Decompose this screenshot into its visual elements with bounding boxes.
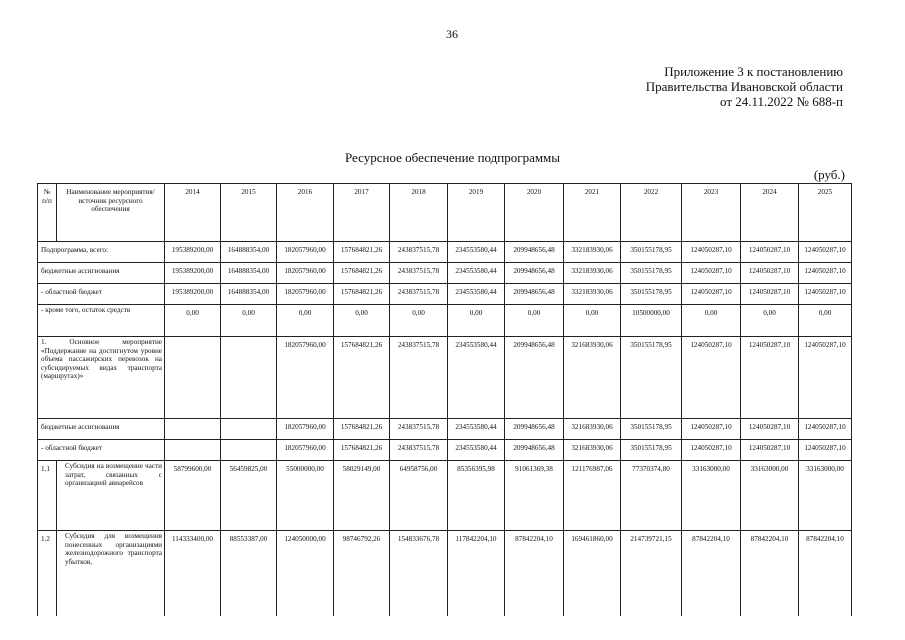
- value-cell: 164888354,00: [221, 242, 277, 263]
- resource-table: [37, 183, 852, 616]
- value-cell: 87842204,10: [799, 531, 852, 617]
- row-name: - кроме того, остаток средств: [38, 305, 165, 337]
- row-name: Субсидия на возмещение части затрат, связанных с организацией авиарейсов: [57, 461, 165, 531]
- value-cell: 124050287,10: [682, 263, 741, 284]
- value-cell: 0,00: [682, 305, 741, 337]
- table-row: [38, 461, 852, 531]
- value-cell: 332183930,06: [564, 263, 621, 284]
- value-cell: 0,00: [799, 305, 852, 337]
- value-cell: 182057960,00: [277, 419, 334, 440]
- value-cell: 182057960,00: [277, 263, 334, 284]
- value-cell: 124050287,10: [682, 419, 741, 440]
- value-cell: 157684821,26: [334, 337, 390, 419]
- value-cell: 234553580,44: [448, 440, 505, 461]
- value-cell: 243837515,78: [390, 337, 448, 419]
- value-cell: 209948656,48: [505, 242, 564, 263]
- row-name: Субсидия для возмещения понесенных организациями железнодорожного транспорта убытков,: [57, 531, 165, 617]
- value-cell: 0,00: [448, 305, 505, 337]
- value-cell: 243837515,78: [390, 440, 448, 461]
- value-cell: 33163000,00: [682, 461, 741, 531]
- value-cell: 214739721,15: [621, 531, 682, 617]
- value-cell: [221, 337, 277, 419]
- value-cell: 56459825,00: [221, 461, 277, 531]
- row-name: бюджетные ассигнования: [38, 419, 165, 440]
- value-cell: 98746792,26: [334, 531, 390, 617]
- row-name: Подпрограмма, всего:: [38, 242, 165, 263]
- value-cell: 164888354,00: [221, 263, 277, 284]
- appendix-line-1: Приложение 3 к постановлению: [664, 64, 843, 79]
- currency-unit: (руб.): [813, 167, 845, 182]
- row-index: 1.2: [38, 531, 57, 617]
- value-cell: 124050287,10: [799, 242, 852, 263]
- value-cell: 0,00: [221, 305, 277, 337]
- value-cell: 88553387,00: [221, 531, 277, 617]
- value-cell: 124050287,10: [741, 440, 799, 461]
- value-cell: 243837515,78: [390, 263, 448, 284]
- value-cell: [165, 440, 221, 461]
- value-cell: 234553580,44: [448, 419, 505, 440]
- value-cell: 243837515,78: [390, 284, 448, 305]
- value-cell: 157684821,26: [334, 242, 390, 263]
- value-cell: 350155178,95: [621, 284, 682, 305]
- value-cell: 64958756,00: [390, 461, 448, 531]
- value-cell: 124050287,10: [682, 440, 741, 461]
- value-cell: 332183930,06: [564, 242, 621, 263]
- value-cell: 114333400,00: [165, 531, 221, 617]
- appendix-reference: [646, 64, 843, 109]
- value-cell: 350155178,95: [621, 263, 682, 284]
- value-cell: 332183930,06: [564, 284, 621, 305]
- value-cell: 58799600,00: [165, 461, 221, 531]
- value-cell: 87842204,10: [682, 531, 741, 617]
- row-index: 1.1: [38, 461, 57, 531]
- value-cell: 243837515,78: [390, 419, 448, 440]
- value-cell: 182057960,00: [277, 337, 334, 419]
- value-cell: 182057960,00: [277, 242, 334, 263]
- value-cell: 87842204,10: [741, 531, 799, 617]
- value-cell: 124050287,10: [741, 242, 799, 263]
- value-cell: 124050287,10: [682, 284, 741, 305]
- header-cell: 2018: [390, 184, 448, 242]
- header-cell: № п/п: [38, 184, 57, 242]
- value-cell: [165, 419, 221, 440]
- table-header-row: [38, 184, 852, 242]
- value-cell: 124050287,10: [799, 419, 852, 440]
- header-cell: 2019: [448, 184, 505, 242]
- value-cell: 182057960,00: [277, 284, 334, 305]
- document-title: Ресурсное обеспечение подпрограммы: [344, 150, 561, 165]
- value-cell: 321683930,06: [564, 440, 621, 461]
- value-cell: 157684821,26: [334, 263, 390, 284]
- header-cell: 2022: [621, 184, 682, 242]
- table-row: [38, 531, 852, 617]
- value-cell: 91061369,38: [505, 461, 564, 531]
- table-row: [38, 242, 852, 263]
- value-cell: 209948656,48: [505, 337, 564, 419]
- value-cell: 87842204,10: [505, 531, 564, 617]
- header-cell: 2015: [221, 184, 277, 242]
- value-cell: 195389200,00: [165, 284, 221, 305]
- value-cell: 33163000,00: [741, 461, 799, 531]
- value-cell: [221, 419, 277, 440]
- header-cell: 2017: [334, 184, 390, 242]
- value-cell: 124050287,10: [799, 337, 852, 419]
- value-cell: 0,00: [505, 305, 564, 337]
- value-cell: [165, 337, 221, 419]
- header-cell: 2016: [277, 184, 334, 242]
- value-cell: 321683930,06: [564, 337, 621, 419]
- value-cell: 0,00: [390, 305, 448, 337]
- row-name: - областной бюджет: [38, 284, 165, 305]
- value-cell: 209948656,48: [505, 440, 564, 461]
- header-cell: 2021: [564, 184, 621, 242]
- value-cell: 124050287,10: [682, 242, 741, 263]
- value-cell: 0,00: [334, 305, 390, 337]
- value-cell: 85356395,98: [448, 461, 505, 531]
- value-cell: 124050000,00: [277, 531, 334, 617]
- value-cell: 77370374,80: [621, 461, 682, 531]
- value-cell: 0,00: [564, 305, 621, 337]
- value-cell: 0,00: [741, 305, 799, 337]
- value-cell: 350155178,95: [621, 440, 682, 461]
- value-cell: 209948656,48: [505, 284, 564, 305]
- value-cell: 154833676,78: [390, 531, 448, 617]
- value-cell: [221, 440, 277, 461]
- value-cell: 234553580,44: [448, 337, 505, 419]
- row-name: 1. Основное мероприятие «Поддержание на достигнутом уровне объема пассажирских перевозок на субсидируемых видах транспорта (маршрутах)»: [38, 337, 165, 419]
- value-cell: 195389200,00: [165, 263, 221, 284]
- value-cell: 164888354,00: [221, 284, 277, 305]
- table-row: [38, 440, 852, 461]
- value-cell: 124050287,10: [799, 284, 852, 305]
- value-cell: 124050287,10: [799, 440, 852, 461]
- header-cell: Наименование мероприятия/ источник ресурсного обеспечения: [57, 184, 165, 242]
- value-cell: 350155178,95: [621, 419, 682, 440]
- header-cell: 2020: [505, 184, 564, 242]
- value-cell: 182057960,00: [277, 440, 334, 461]
- header-cell: 2025: [799, 184, 852, 242]
- row-name: - областной бюджет: [38, 440, 165, 461]
- value-cell: 124050287,10: [682, 337, 741, 419]
- table-body: [38, 242, 852, 617]
- page-number: 36: [446, 27, 458, 41]
- value-cell: 169461860,00: [564, 531, 621, 617]
- appendix-line-3: от 24.11.2022 № 688-п: [720, 94, 843, 109]
- value-cell: 157684821,26: [334, 419, 390, 440]
- value-cell: 124050287,10: [741, 337, 799, 419]
- value-cell: 33163000,00: [799, 461, 852, 531]
- value-cell: 350155178,95: [621, 337, 682, 419]
- value-cell: 234553580,44: [448, 284, 505, 305]
- value-cell: 209948656,48: [505, 263, 564, 284]
- table-row: [38, 284, 852, 305]
- table-row: [38, 419, 852, 440]
- value-cell: 195389200,00: [165, 242, 221, 263]
- value-cell: 350155178,95: [621, 242, 682, 263]
- value-cell: 117842204,10: [448, 531, 505, 617]
- value-cell: 124050287,10: [741, 263, 799, 284]
- header-cell: 2014: [165, 184, 221, 242]
- value-cell: 209948656,48: [505, 419, 564, 440]
- table-row: [38, 305, 852, 337]
- table-row: [38, 337, 852, 419]
- value-cell: 58029149,00: [334, 461, 390, 531]
- value-cell: 124050287,10: [799, 263, 852, 284]
- value-cell: 55000000,00: [277, 461, 334, 531]
- value-cell: 234553580,44: [448, 242, 505, 263]
- appendix-line-2: Правительства Ивановской области: [645, 79, 843, 94]
- value-cell: 0,00: [165, 305, 221, 337]
- value-cell: 234553580,44: [448, 263, 505, 284]
- value-cell: 10500000,00: [621, 305, 682, 337]
- value-cell: 321683930,06: [564, 419, 621, 440]
- value-cell: 0,00: [277, 305, 334, 337]
- value-cell: 157684821,26: [334, 284, 390, 305]
- table-row: [38, 263, 852, 284]
- header-cell: 2023: [682, 184, 741, 242]
- value-cell: 124050287,10: [741, 419, 799, 440]
- header-cell: 2024: [741, 184, 799, 242]
- value-cell: 124050287,10: [741, 284, 799, 305]
- value-cell: 243837515,78: [390, 242, 448, 263]
- value-cell: 121176987,06: [564, 461, 621, 531]
- row-name: бюджетные ассигнования: [38, 263, 165, 284]
- value-cell: 157684821,26: [334, 440, 390, 461]
